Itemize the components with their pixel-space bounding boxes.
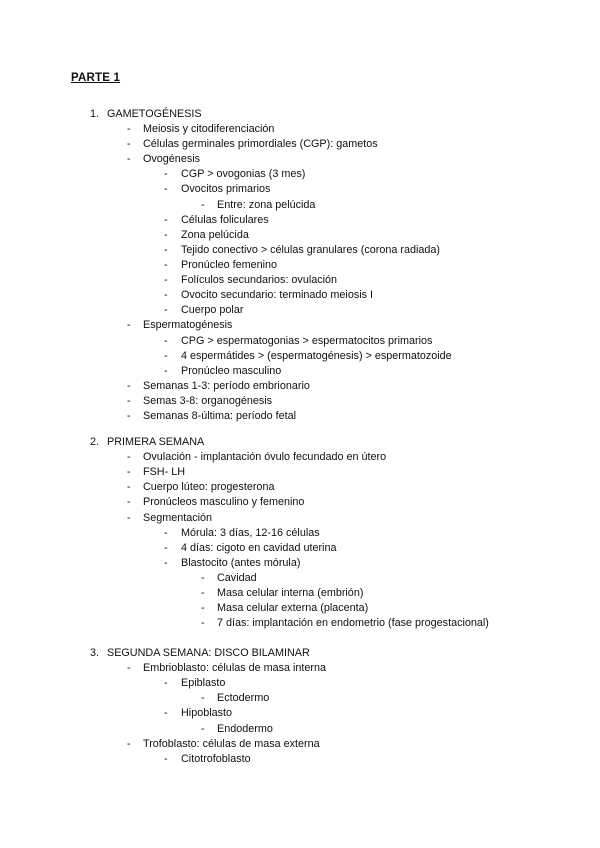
list-item-text: Tejido conectivo > células granulares (corona radiada) xyxy=(181,244,440,256)
list-item-text: Segmentación xyxy=(143,512,213,524)
list-item-text: Masa celular interna (embrión) xyxy=(217,587,364,599)
list-item-text: Ovocito secundario: terminado meiosis I xyxy=(181,289,374,301)
list-item-text: Zona pelúcida xyxy=(181,229,249,241)
bullet-dash: - xyxy=(127,395,131,407)
bullet-dash: - xyxy=(164,214,168,226)
list-item-text: Cuerpo polar xyxy=(181,304,244,316)
bullet-dash: - xyxy=(164,183,168,195)
section-heading-text: GAMETOGÉNESIS xyxy=(107,108,202,120)
bullet-dash: - xyxy=(164,289,168,301)
list-item-text: Mórula: 3 días, 12-16 células xyxy=(181,527,320,539)
list-item-text: Blastocito (antes mórula) xyxy=(181,557,301,569)
bullet-dash: - xyxy=(164,304,168,316)
bullet-dash: - xyxy=(127,512,131,524)
bullet-dash: - xyxy=(127,319,131,331)
bullet-dash: - xyxy=(127,380,131,392)
bullet-dash: - xyxy=(164,707,168,719)
list-item-text: Ovogénesis xyxy=(143,153,201,165)
list-item-text: Pronúcleo masculino xyxy=(181,365,282,377)
bullet-dash: - xyxy=(127,451,131,463)
bullet-dash: - xyxy=(127,123,131,135)
section-number: 1. xyxy=(90,108,100,120)
list-item-text: Ectodermo xyxy=(217,692,270,704)
bullet-dash: - xyxy=(164,527,168,539)
list-item-text: Semanas 8-última: período fetal xyxy=(143,410,297,422)
list-item-text: Endodermo xyxy=(217,723,273,735)
bullet-dash: - xyxy=(127,153,131,165)
list-item-text: Espermatogénesis xyxy=(143,319,233,331)
bullet-dash: - xyxy=(164,542,168,554)
bullet-dash: - xyxy=(164,168,168,180)
bullet-dash: - xyxy=(164,350,168,362)
list-item-text: 7 días: implantación en endometrio (fase progestacional) xyxy=(217,617,489,629)
list-item-text: Cuerpo lúteo: progesterona xyxy=(143,481,275,493)
bullet-dash: - xyxy=(201,723,205,735)
list-item-text: Entre: zona pelúcida xyxy=(217,199,316,211)
bullet-dash: - xyxy=(164,365,168,377)
bullet-dash: - xyxy=(164,335,168,347)
bullet-dash: - xyxy=(164,753,168,765)
document-title: PARTE 1 xyxy=(71,72,121,84)
list-item-text: Meiosis y citodiferenciación xyxy=(143,123,275,135)
list-item-text: Ovocitos primarios xyxy=(181,183,271,195)
bullet-dash: - xyxy=(201,199,205,211)
bullet-dash: - xyxy=(127,496,131,508)
list-item-text: Hipoblasto xyxy=(181,707,233,719)
list-item-text: Ovulación - implantación óvulo fecundado en útero xyxy=(143,451,387,463)
bullet-dash: - xyxy=(127,138,131,150)
bullet-dash: - xyxy=(164,274,168,286)
list-item-text: Trofoblasto: células de masa externa xyxy=(143,738,320,750)
bullet-dash: - xyxy=(127,738,131,750)
section-heading-text: PRIMERA SEMANA xyxy=(107,436,205,448)
list-item-text: Embrioblasto: células de masa interna xyxy=(143,662,327,674)
list-item-text: Masa celular externa (placenta) xyxy=(217,602,369,614)
bullet-dash: - xyxy=(164,259,168,271)
bullet-dash: - xyxy=(164,229,168,241)
list-item-text: Pronúcleo femenino xyxy=(181,259,278,271)
list-item-text: Cavidad xyxy=(217,572,257,584)
bullet-dash: - xyxy=(164,677,168,689)
bullet-dash: - xyxy=(201,572,205,584)
list-item-text: Citotrofoblasto xyxy=(181,753,251,765)
bullet-dash: - xyxy=(164,557,168,569)
bullet-dash: - xyxy=(127,481,131,493)
list-item-text: Semas 3-8: organogénesis xyxy=(143,395,273,407)
bullet-dash: - xyxy=(164,244,168,256)
list-item-text: Pronúcleos masculino y femenino xyxy=(143,496,305,508)
bullet-dash: - xyxy=(127,410,131,422)
bullet-dash: - xyxy=(127,662,131,674)
list-item-text: Folículos secundarios: ovulación xyxy=(181,274,338,286)
bullet-dash: - xyxy=(201,587,205,599)
bullet-dash: - xyxy=(127,466,131,478)
list-item-text: Células foliculares xyxy=(181,214,269,226)
list-item-text: Células germinales primordiales (CGP): gametos xyxy=(143,138,378,150)
section-number: 3. xyxy=(90,647,100,659)
list-item-text: 4 espermátides > (espermatogénesis) > espermatozoide xyxy=(181,350,452,362)
list-item-text: Epiblasto xyxy=(181,677,226,689)
list-item-text: Semanas 1-3: período embrionario xyxy=(143,380,310,392)
list-item-text: 4 días: cigoto en cavidad uterina xyxy=(181,542,337,554)
section-heading-text: SEGUNDA SEMANA: DISCO BILAMINAR xyxy=(107,647,310,659)
bullet-dash: - xyxy=(201,602,205,614)
bullet-dash: - xyxy=(201,617,205,629)
list-item-text: FSH- LH xyxy=(143,466,185,478)
section-number: 2. xyxy=(90,436,100,448)
list-item-text: CPG > espermatogonias > espermatocitos primarios xyxy=(181,335,433,347)
bullet-dash: - xyxy=(201,692,205,704)
list-item-text: CGP > ovogonias (3 mes) xyxy=(181,168,306,180)
